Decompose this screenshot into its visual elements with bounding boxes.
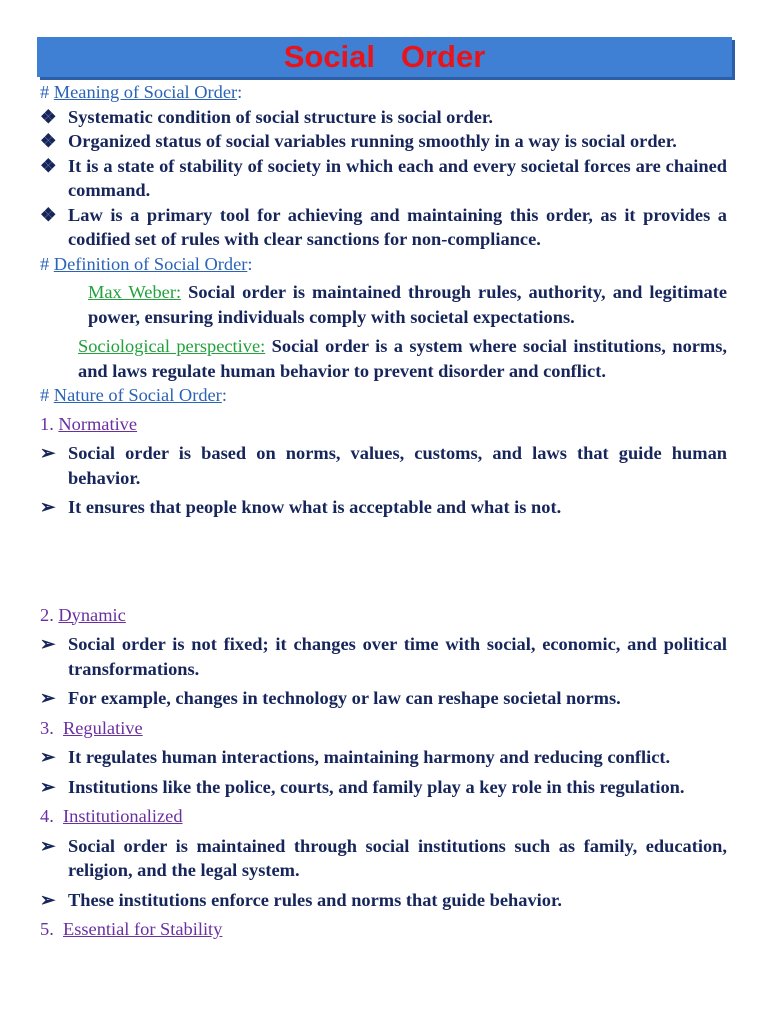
arrow-bullet-icon: ➢	[40, 443, 56, 463]
meaning-item-text: Organized status of social variables running smoothly in a way is social order.	[68, 131, 677, 151]
heading-colon: :	[247, 253, 253, 274]
meaning-item-text: Systematic condition of social structure is social order.	[68, 106, 493, 127]
meaning-item	[40, 203, 727, 252]
section-number: 2.	[40, 604, 59, 625]
nature-item-text: It regulates human interactions, maintaining harmony and reducing conflict.	[68, 747, 671, 767]
heading-colon: :	[237, 82, 243, 102]
arrow-bullet-icon: ➢	[40, 497, 56, 517]
section-heading-essential	[40, 917, 727, 942]
definition-label: Sociological perspective:	[78, 336, 266, 356]
nature-item-text: These institutions enforce rules and norms that guide behavior.	[68, 889, 563, 910]
nature-item-text: Institutions like the police, courts, and family play a key role in this regulation.	[68, 776, 685, 797]
diamond-bullet-icon: ❖	[40, 106, 57, 127]
definition-label: Max Weber:	[88, 282, 182, 302]
nature-item-text: Social order is based on norms, values, customs, and laws that guide human behavior.	[68, 443, 727, 488]
section-title: Essential for Stability	[63, 919, 223, 939]
nature-heading	[40, 383, 727, 408]
document-body	[40, 80, 727, 942]
section-heading-institutionalized	[40, 804, 727, 829]
meaning-item-text: It is a state of stability of society in which each and every societal forces are chained command.	[68, 155, 727, 200]
heading-colon: :	[221, 385, 227, 405]
definition-max-weber	[40, 280, 727, 329]
definition-text: Social order is a system where social institutions, norms, and laws regulate human behavior to prevent disorder and conflict.	[78, 336, 727, 381]
definition-sociological	[40, 334, 727, 383]
heading-hash: #	[40, 253, 54, 274]
meaning-heading	[40, 80, 727, 105]
definition-heading-text: Definition of Social Order	[53, 253, 248, 274]
arrow-bullet-icon: ➢	[40, 688, 56, 708]
nature-item	[40, 686, 727, 711]
section-heading-normative	[40, 412, 727, 437]
nature-item-text: Social order is not fixed; it changes over time with social, economic, and political transformations.	[68, 634, 727, 679]
meaning-item-text: Law is a primary tool for achieving and maintaining this order, as it provides a codified set of rules with clear sanctions for non-compliance.	[68, 204, 727, 249]
section-number: 4.	[40, 806, 63, 826]
meaning-item	[40, 129, 727, 154]
diamond-bullet-icon: ❖	[40, 155, 57, 176]
nature-item-text: For example, changes in technology or law can reshape societal norms.	[68, 688, 621, 708]
arrow-bullet-icon: ➢	[40, 776, 56, 797]
nature-item	[40, 834, 727, 883]
nature-item-text: Social order is maintained through social institutions such as family, education, religion, and the legal system.	[68, 835, 727, 880]
meaning-item	[40, 154, 727, 203]
heading-hash: #	[40, 385, 54, 405]
section-title: Dynamic	[58, 604, 126, 625]
arrow-bullet-icon: ➢	[40, 889, 56, 910]
section-title: Institutionalized	[63, 806, 183, 826]
title-banner	[37, 37, 732, 77]
section-title: Regulative	[63, 717, 143, 738]
arrow-bullet-icon: ➢	[40, 634, 56, 654]
meaning-item	[40, 105, 727, 130]
page-title: Social Order	[283, 39, 486, 74]
arrow-bullet-icon: ➢	[40, 747, 56, 767]
diamond-bullet-icon: ❖	[40, 204, 57, 225]
section-title: Normative	[58, 413, 138, 434]
section-number: 5.	[40, 919, 63, 939]
nature-heading-text: Nature of Social Order	[53, 385, 222, 405]
arrow-bullet-icon: ➢	[40, 835, 56, 856]
definition-text: Social order is maintained through rules, authority, and legitimate power, ensuring individuals comply with societal expectations.	[88, 282, 727, 327]
nature-item	[40, 775, 727, 800]
nature-item	[40, 888, 727, 913]
nature-item-text: It ensures that people know what is acceptable and what is not.	[68, 497, 562, 517]
meaning-heading-text: Meaning of Social Order	[53, 82, 238, 102]
section-number: 3.	[40, 717, 63, 738]
diamond-bullet-icon: ❖	[40, 131, 57, 151]
section-number: 1.	[40, 413, 59, 434]
section-heading-dynamic	[40, 603, 727, 628]
nature-item	[40, 745, 727, 770]
nature-item	[40, 441, 727, 490]
definition-heading	[40, 252, 727, 277]
nature-item	[40, 632, 727, 681]
heading-hash: #	[40, 82, 54, 102]
nature-item	[40, 495, 727, 520]
section-heading-regulative	[40, 716, 727, 741]
